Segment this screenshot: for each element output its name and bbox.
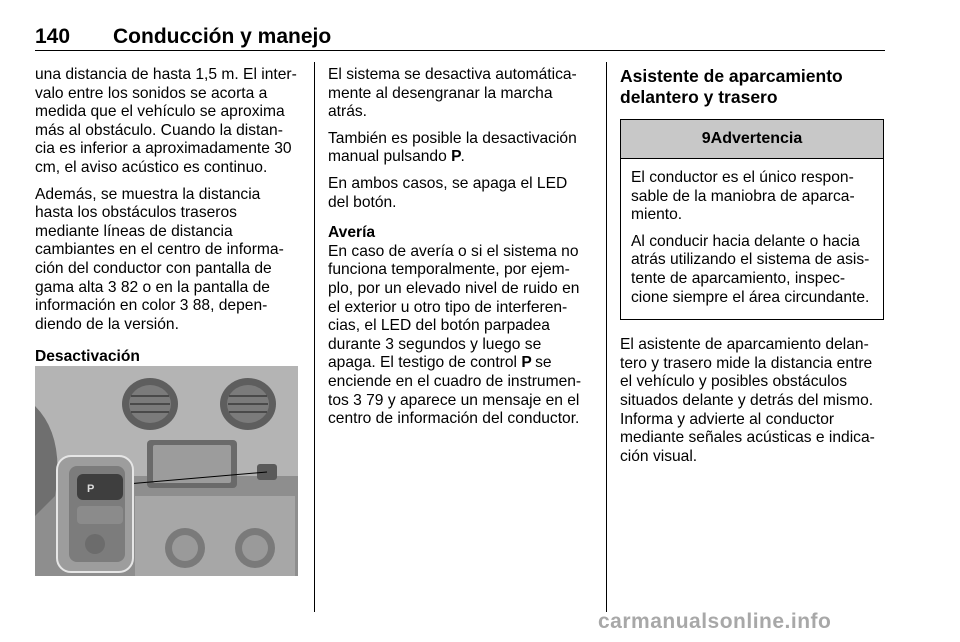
paragraph: También es posible la desactivación manual pulsando P. — [328, 129, 577, 166]
park-assist-button — [77, 474, 123, 500]
paragraph: Además, se muestra la distancia hasta los obstáculos traseros mediante líneas de distancia cambiantes en el centro de informa-ción del conductor con pantalla de gama alta 3 82 o en la pantalla de información en color 3 88, depen-diendo de la versión. — [35, 185, 284, 333]
section-heading-park-assist: Asistente de aparcamiento delantero y trasero — [620, 66, 843, 107]
paragraph: En ambos casos, se apaga el LED del botón. — [328, 174, 568, 211]
left-air-vent — [122, 378, 178, 430]
page-header — [35, 22, 885, 50]
page-title: Conducción y manejo — [113, 25, 332, 48]
column-2 — [328, 66, 592, 437]
section-heading-deactivation: Desactivación — [35, 348, 140, 366]
warning-title: 9Advertencia — [621, 120, 883, 159]
column-1 — [35, 66, 297, 367]
paragraph: En caso de avería o si el sistema no funciona temporalmente, por ejem-plo, por un elevado nivel de ruido en el exterior u otro tipo de interferen-cias, el LED del botón parpadea durante 3 segundos y luego se apaga. El testigo de control P se enciende en el cuadro de instrumen-tos 3 79 y aparece un mensaje en el centro de información del conductor. — [328, 242, 582, 428]
watermark: carmanualsonline.info — [598, 610, 832, 633]
paragraph: El asistente de aparcamiento delan-tero y trasero mide la distancia entre el vehículo y posibles obstáculos situados delante y detrás del mismo. Informa y advierte al conductor mediante señales acústicas e indica-ción visual. — [620, 336, 875, 465]
page-number: 140 — [35, 25, 71, 48]
warning-box — [620, 119, 884, 320]
park-assist-symbol-icon: P — [451, 148, 461, 166]
column-3 — [620, 66, 886, 474]
column-divider-2 — [606, 62, 607, 612]
button-inset — [57, 456, 133, 572]
park-assist-symbol-icon: P — [521, 354, 531, 372]
park-assist-button-label: P — [87, 483, 95, 495]
warning-text: Al conducir hacia delante o hacia atrás utilizando el sistema de asis-tente de aparcamiento, inspec-cione siempre el área circundante. — [631, 232, 870, 306]
section-heading-fault: Avería — [328, 224, 376, 242]
right-air-vent — [220, 378, 276, 430]
header-rule — [35, 50, 885, 51]
dashboard-illustration — [35, 366, 298, 576]
paragraph: El sistema se desactiva automática-mente al desengranar la marcha atrás. — [328, 66, 577, 121]
warning-text: El conductor es el único respon-sable de la maniobra de aparca-miento. — [631, 169, 855, 224]
dashboard-figure — [35, 366, 298, 576]
column-divider-1 — [314, 62, 315, 612]
paragraph: una distancia de hasta 1,5 m. El inter-valo entre los sonidos se acorta a medida que el vehículo se aproxima más al obstáculo. Cuando la distan-cia es inferior a aproximadamente 30 cm, el aviso acústico es continuo. — [35, 66, 297, 176]
